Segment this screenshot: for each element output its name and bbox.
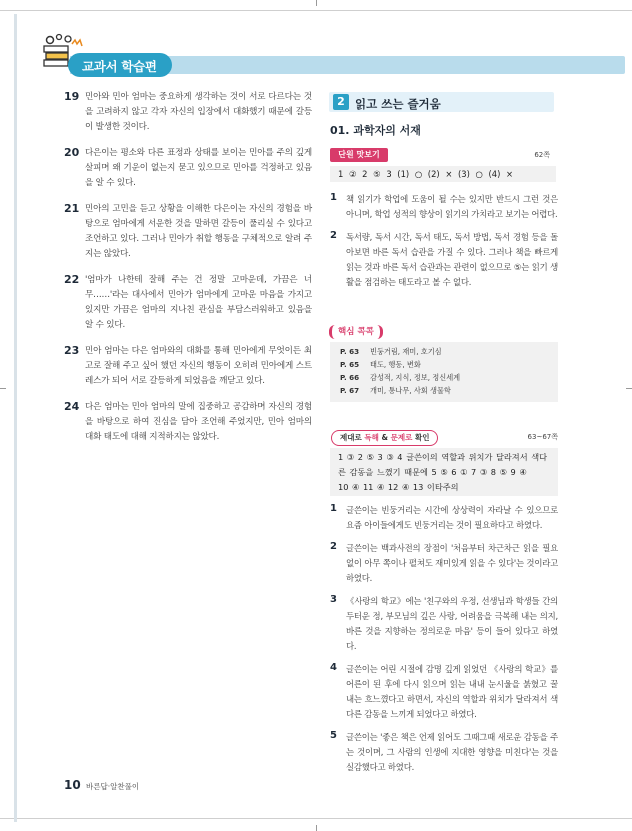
explanation-item [330, 541, 558, 586]
crop-mark-right [626, 388, 632, 389]
answer-line: 10 ④ 11 ④ 12 ④ 13 이타주의 [338, 482, 459, 492]
explanation-text: 글쓴이는 어린 시절에 감명 깊게 읽었던 《사랑의 학교》를 어른이 된 후에 다시 읽으며 읽는 내내 눈시울을 붉혔고 꿀 내는 흐느꼈다고 하면서, 자신의 역할과 위치가 달라져서 색다른 감동을 느끼게 되었다고 하였다. [346, 664, 558, 719]
crop-mark-top [316, 0, 317, 6]
reading-check-label-part: 문제로 [390, 433, 413, 442]
reading-check-page: 63~67쪽 [527, 433, 558, 441]
answer-line: 1 ③ 2 ⑤ 3 ③ 4 글쓴이의 역할과 위치가 달라져서 색다 [338, 452, 548, 462]
reading-check-label-part: 제대로 [340, 433, 365, 442]
question-19 [64, 90, 312, 135]
section-number: 2 [333, 94, 349, 110]
unit-preview-page: 62쪽 [534, 151, 550, 159]
question-number: 20 [64, 146, 80, 159]
explanation-text: 책 읽기가 학업에 도움이 될 수는 있지만 반드시 그런 것은 아니며, 학업 성적의 향상이 읽기의 가치라고 보기는 어렵다. [346, 194, 558, 219]
question-number: 19 [64, 90, 80, 103]
explanation-number: 1 [330, 192, 337, 203]
explanation-item [330, 594, 558, 654]
question-24 [64, 400, 312, 445]
explanation-text: 글쓴이는 빈둥거리는 시간에 상상력이 자라날 수 있으므로 요즘 아이들에게도 빈둥거리는 것이 필요하다고 하였다. [346, 505, 558, 530]
explanation-item [330, 730, 558, 775]
explanation-item [330, 230, 558, 290]
key-point-page: P. 66 [340, 373, 360, 382]
key-point-row [340, 371, 548, 384]
answer-line: 른 감동을 느꼈기 때문에 5 ⑤ 6 ① 7 ③ 8 ⑤ 9 ④ [338, 467, 527, 477]
key-points-box [330, 342, 558, 402]
explanation-number: 2 [330, 541, 337, 552]
question-22 [64, 273, 312, 333]
question-number: 21 [64, 202, 80, 215]
explanation-number: 2 [330, 230, 337, 241]
footer-book-title: 바른답·알찬풀이 [86, 782, 140, 791]
explanation-text: 독서량, 독서 시간, 독서 태도, 독서 방법, 독서 경험 등을 돌아보면 바른 독서 습관을 가질 수 있다. 그러나 책을 빠르게 읽는 것과 바른 독서 습관과는 관련이 없으므로 ⑤는 읽기 생활을 점검하는 태도라고 볼 수 없다. [346, 232, 558, 287]
question-text: 민아의 고민을 듣고 상황을 이해한 다은이는 자신의 경험을 바탕으로 엄마에게 서운한 것을 말하면 갈등이 풀리실 수 있다고 조언하고 있다. 그러나 민아가 취할 행동을 구체적으로 알려 주지는 않았다. [85, 204, 312, 259]
key-point-text: 개미, 통나무, 사회 생물학 [370, 386, 451, 395]
lesson-title: 01. 과학자의 서재 [330, 124, 421, 137]
reading-check-label-part: 독해 [364, 433, 379, 442]
key-point-text: 감성적, 지식, 정보, 정신세계 [370, 373, 461, 382]
crop-mark-left [0, 388, 6, 389]
key-point-page: P. 63 [340, 347, 360, 356]
explanation-item [330, 192, 558, 222]
explanation-number: 1 [330, 503, 337, 514]
top-trim-line [0, 10, 632, 11]
unit-preview-label: 단원 맛보기 [330, 148, 388, 162]
explanation-number: 4 [330, 662, 337, 673]
reading-check-label-part: & [378, 433, 391, 442]
question-text: 민아 엄마는 다은 엄마와의 대화를 통해 민아에게 무엇이든 최고로 잘해 주고 싶어 했던 자신의 행동이 오히려 민아에게 스트레스가 되어 서로 갈등하게 되었음을 깨닫고 있다. [85, 346, 312, 386]
question-23 [64, 344, 312, 389]
reading-check-label [331, 430, 438, 446]
page-number: 10 [64, 778, 81, 792]
question-20 [64, 146, 312, 191]
reading-check-answers [330, 448, 558, 496]
question-number: 24 [64, 400, 80, 413]
key-point-text: 태도, 행동, 변화 [370, 360, 421, 369]
question-number: 22 [64, 273, 80, 286]
question-21 [64, 202, 312, 262]
key-points-label: 핵심 콕콕 [329, 325, 383, 339]
explanation-item [330, 662, 558, 722]
section-title: 읽고 쓰는 즐거움 [355, 97, 441, 111]
question-text: 다은이는 평소와 다른 표정과 상태를 보이는 민아를 주의 깊게 살피며 왜 기운이 없는지 묻고 있으므로 민아를 걱정하고 있음을 알 수 있다. [85, 148, 312, 188]
explanation-text: 《사랑의 학교》에는 '친구와의 우정, 선생님과 학생들 간의 두터운 정, 부모님의 깊은 사랑, 어려움을 극복해 내는 의지, 바른 것을 지향하는 정의로운 마음' 등이 들어 있다고 하였다. [346, 596, 558, 651]
bottom-trim-line [0, 818, 632, 819]
unit-preview-box [330, 148, 556, 184]
question-text: '엄마가 나한테 잘해 주는 건 정말 고마운데, 가끔은 너무……'라는 대사에서 민아가 엄마에게 고마운 마음을 가지고 있지만 가끔은 엄마의 지나친 관심을 부담스러워하고 있음을 알 수 있다. [85, 275, 312, 330]
explanation-number: 5 [330, 730, 337, 741]
header-title: 교과서 학습편 [82, 59, 157, 74]
key-point-page: P. 65 [340, 360, 360, 369]
preview-explanations [330, 192, 558, 298]
key-point-row [340, 358, 548, 371]
question-text: 다은 엄마는 민아 엄마의 말에 집중하고 공감하며 자신의 경험을 바탕으로 하여 진심을 담아 조언해 주었지만, 민아 엄마의 대화 태도에 대해 지적하지는 않았다. [85, 402, 312, 442]
left-margin-bar [14, 14, 17, 822]
explanation-item [330, 503, 558, 533]
unit-preview-answers: 1 ② 2 ⑤ 3 (1) ○ (2) × (3) ○ (4) × [330, 166, 556, 182]
key-point-row [340, 384, 548, 397]
explanation-text: 글쓴이는 '좋은 책은 언제 읽어도 그때그때 새로운 감동을 주는 것이며, 그 사람의 인생에 지대한 영향을 미친다'는 것을 실감했다고 하였다. [346, 732, 558, 772]
key-point-row [340, 345, 548, 358]
reading-check-label-part: 확인 [412, 433, 430, 442]
explanation-number: 3 [330, 594, 337, 605]
key-point-text: 빈둥거림, 재미, 호기심 [370, 347, 442, 356]
explanation-text: 글쓴이는 백과사전의 장점이 '처음부터 차근차근 읽을 필요 없이 아무 쪽이나 펼쳐도 재미있게 읽을 수 있다'는 것이라고 하였다. [346, 543, 558, 583]
left-column [64, 90, 312, 456]
reading-explanations [330, 503, 558, 783]
question-text: 민아와 민아 엄마는 중요하게 생각하는 것이 서로 다르다는 것을 고려하지 않고 각자 자신의 입장에서 대화했기 때문에 갈등이 발생한 것이다. [85, 92, 312, 132]
crop-mark-bottom [316, 825, 317, 831]
key-point-page: P. 67 [340, 386, 360, 395]
question-number: 23 [64, 344, 80, 357]
